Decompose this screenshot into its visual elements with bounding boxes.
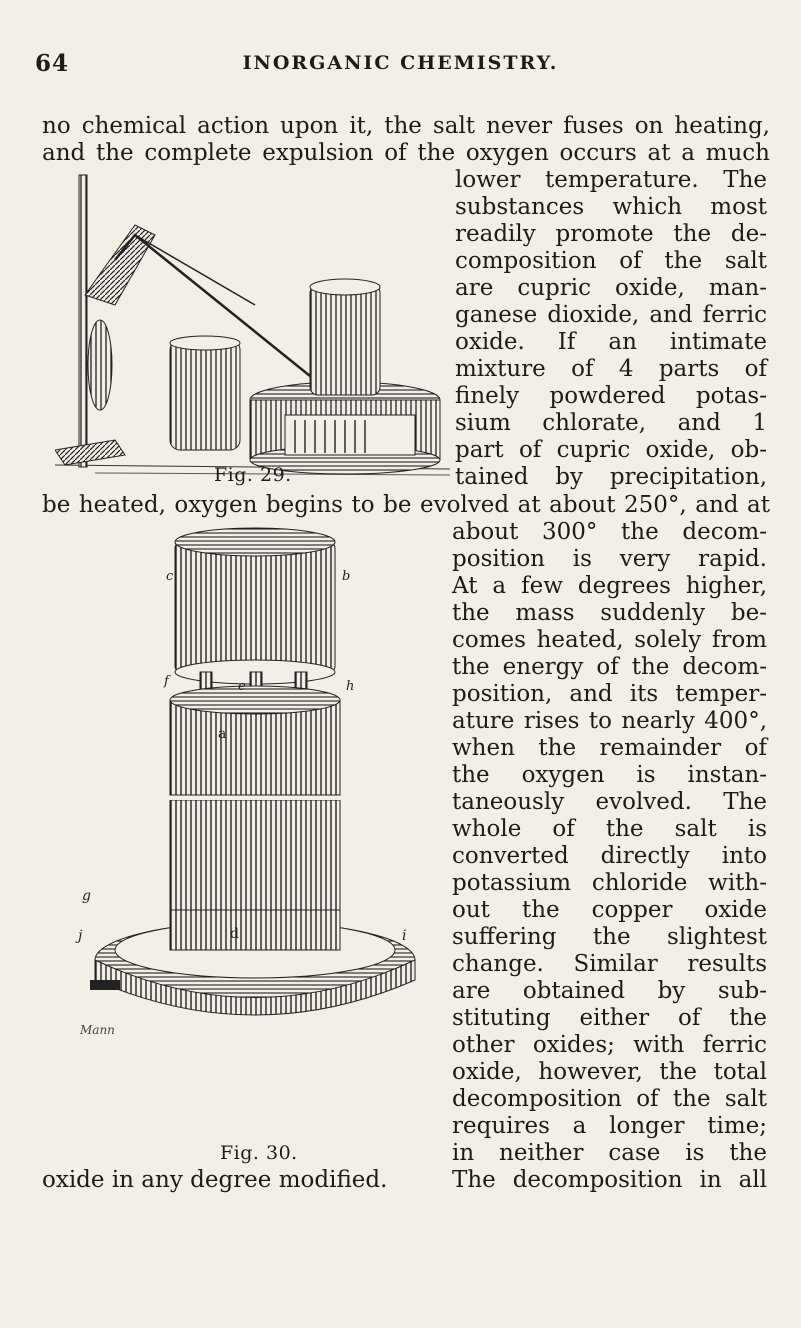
text-line: converted directly into bbox=[452, 843, 767, 869]
text-line: potassium chloride with- bbox=[452, 870, 767, 896]
text-line: composition of the salt bbox=[455, 248, 767, 274]
text-line: The decomposition in all bbox=[452, 1167, 767, 1193]
figure-30 bbox=[80, 520, 440, 805]
page-number: 64 bbox=[35, 50, 70, 77]
fig30-label-j: j bbox=[78, 928, 83, 944]
text-line: whole of the salt is bbox=[452, 816, 767, 842]
text-line: are obtained by sub- bbox=[452, 978, 767, 1004]
fig30-label-e: e bbox=[238, 679, 246, 694]
gas-jar-right bbox=[310, 285, 380, 395]
text-line: about 300° the decom- bbox=[452, 519, 767, 545]
text-line: be heated, oxygen begins to be evolved at about 250°, and at bbox=[42, 492, 770, 518]
text-line: change. Similar results bbox=[452, 951, 767, 977]
text-line: suffering the slightest bbox=[452, 924, 767, 950]
text-line: oxide, however, the total bbox=[452, 1059, 767, 1085]
fig30-engraving bbox=[80, 520, 440, 805]
running-head: INORGANIC CHEMISTRY. bbox=[242, 52, 559, 74]
text-line: substances which most bbox=[455, 194, 767, 220]
text-line: and the complete expulsion of the oxygen occurs at a much bbox=[42, 140, 770, 166]
fig30-label-i: i bbox=[402, 928, 407, 944]
text-line: readily promote the de- bbox=[455, 221, 767, 247]
engraver-signature: Mann bbox=[80, 1023, 115, 1037]
page-header bbox=[0, 50, 801, 84]
fig30-caption: Fig. 30. bbox=[220, 1142, 298, 1164]
text-line: part of cupric oxide, ob- bbox=[455, 437, 767, 463]
fig30-label-d: d bbox=[230, 926, 239, 942]
figure-29 bbox=[55, 165, 450, 505]
text-line: At a few degrees higher, bbox=[452, 573, 767, 599]
text-line: the oxygen is instan- bbox=[452, 762, 767, 788]
fig30-label-b: b bbox=[342, 569, 351, 584]
text-line: out the copper oxide bbox=[452, 897, 767, 923]
stand-rod bbox=[79, 175, 87, 467]
text-line: finely powdered potas- bbox=[455, 383, 767, 409]
fig29-engraving bbox=[55, 165, 450, 505]
fig30-engraving-lower bbox=[70, 800, 430, 1040]
fig30-label-g: g bbox=[82, 888, 91, 904]
gasholder-upper bbox=[175, 542, 335, 672]
fig30-label-c: c bbox=[166, 569, 174, 584]
text-line: other oxides; with ferric bbox=[452, 1032, 767, 1058]
text-line: the energy of the decom- bbox=[452, 654, 767, 680]
text-line: when the remainder of bbox=[452, 735, 767, 761]
text-line: the mass suddenly be- bbox=[452, 600, 767, 626]
retort-tube bbox=[88, 320, 112, 410]
text-line: oxide in any degree modified. bbox=[42, 1167, 388, 1193]
text-line: stituting either of the bbox=[452, 1005, 767, 1031]
fig30-label-f: f bbox=[164, 674, 169, 689]
text-line: lower temperature. The bbox=[455, 167, 767, 193]
text-line: position, and its temper- bbox=[452, 681, 767, 707]
fig30-label-a: a bbox=[218, 726, 227, 742]
text-line: ature rises to nearly 400°, bbox=[452, 708, 767, 734]
text-line: tained by precipitation, bbox=[455, 464, 767, 490]
text-line: requires a longer time; bbox=[452, 1113, 767, 1139]
text-line: mixture of 4 parts of bbox=[455, 356, 767, 382]
text-line: no chemical action upon it, the salt never fuses on heating, bbox=[42, 113, 770, 139]
text-line: are cupric oxide, man- bbox=[455, 275, 767, 301]
text-line: decomposition of the salt bbox=[452, 1086, 767, 1112]
text-line: position is very rapid. bbox=[452, 546, 767, 572]
text-line: in neither case is the bbox=[452, 1140, 767, 1166]
figure-30-base bbox=[70, 800, 430, 1040]
text-line: comes heated, solely from bbox=[452, 627, 767, 653]
text-line: oxide. If an intimate bbox=[455, 329, 767, 355]
fig30-label-h: h bbox=[346, 679, 355, 694]
fig29-caption: Fig. 29. bbox=[214, 464, 292, 486]
gas-jar-left bbox=[170, 340, 240, 450]
text-line: ganese dioxide, and ferric bbox=[455, 302, 767, 328]
text-line: taneously evolved. The bbox=[452, 789, 767, 815]
text-line: sium chlorate, and 1 bbox=[455, 410, 767, 436]
